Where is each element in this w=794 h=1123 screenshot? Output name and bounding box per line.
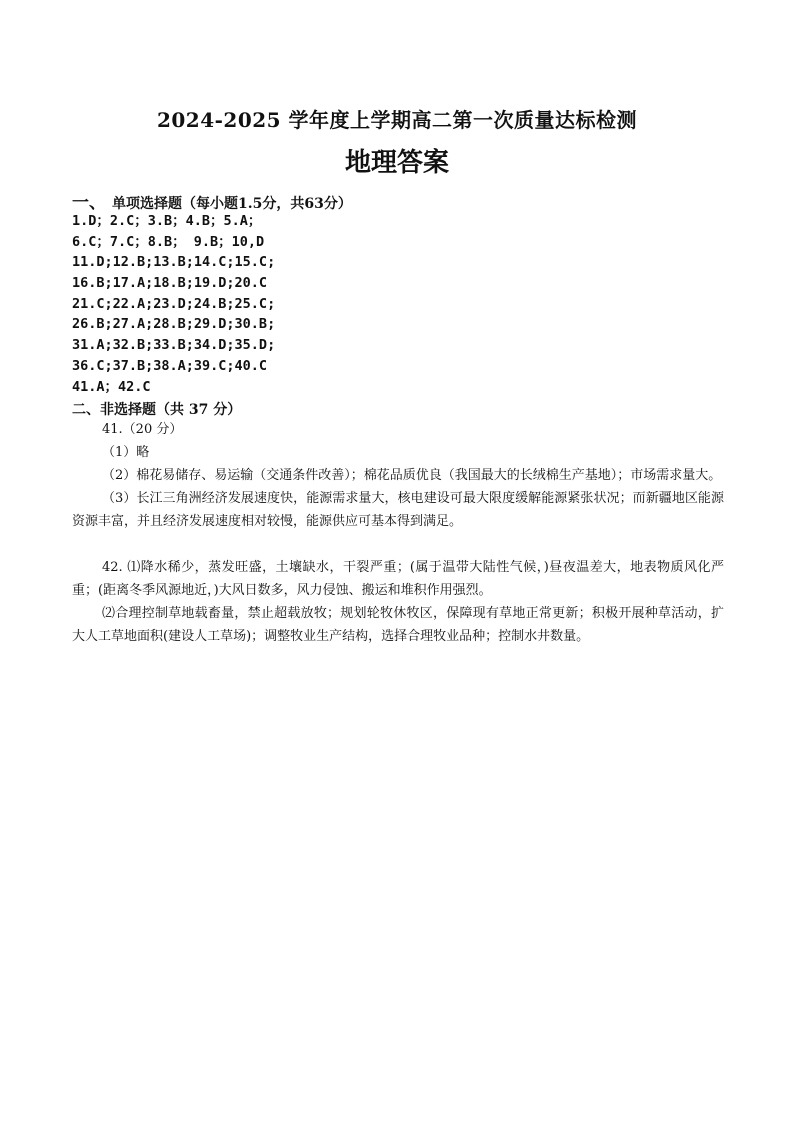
q41-label: 41.（20 分） bbox=[102, 422, 183, 437]
question-41-answer bbox=[72, 418, 724, 533]
answer-line: 41.A；42.C bbox=[72, 378, 151, 395]
q41-part-1: （1）略 bbox=[102, 445, 150, 460]
page-subtitle: 地理答案 bbox=[344, 148, 449, 178]
answer-line: 16.B;17.A;18.B;19.D;20.C bbox=[72, 275, 268, 292]
section-1-title: 单项选择题（每小题1.5分，共63分） bbox=[112, 196, 352, 212]
answer-line: 31.A;32.B;33.B;34.D;35.D; bbox=[72, 337, 276, 354]
page-title: 2024-2025 学年度上学期高二第一次质量达标检测 bbox=[156, 108, 638, 132]
q42-part-1: 42. ⑴降水稀少，蒸发旺盛，土壤缺水，干裂严重；(属于温带大陆性气候，)昼夜温差大，地表物质风化严重；(距离冬季风源地近，)大风日数多，风力侵蚀、搬运和堆积作用强烈。 bbox=[72, 560, 724, 598]
answer-line: 6.C；7.C；8.B； 9.B；10,D bbox=[72, 233, 265, 250]
answer-line: 36.C;37.B;38.A;39.C;40.C bbox=[72, 357, 268, 374]
answer-line: 21.C;22.A;23.D;24.B;25.C; bbox=[72, 295, 276, 312]
question-42-answer bbox=[72, 556, 724, 648]
answer-line: 1.D；2.C；3.B；4.B；5.A； bbox=[72, 213, 262, 229]
section-2-heading: 二、非选择题（共 37 分） bbox=[72, 402, 242, 418]
q41-part-2: （2）棉花易储存、易运输（交通条件改善）；棉花品质优良（我国最大的长绒棉生产基地）；市场需求量大。 bbox=[102, 468, 722, 483]
q41-part-3: （3）长江三角洲经济发展速度快，能源需求量大，核电建设可最大限度缓解能源紧张状况；而新疆地区能源资源丰富，并且经济发展速度相对较慢，能源供应可基本得到满足。 bbox=[72, 491, 724, 529]
choice-answers-list bbox=[72, 211, 275, 397]
section-1-number: 一、 bbox=[72, 193, 106, 213]
q42-part-2: ⑵合理控制草地载畜量，禁止超载放牧；规划轮牧休牧区，保障现有草地正常更新；积极开展种草活动，扩大人工草地面积(建设人工草场)；调整牧业生产结构，选择合理牧业品种；控制水井数量。 bbox=[72, 606, 724, 644]
answer-line: 11.D;12.B;13.B;14.C;15.C; bbox=[72, 254, 276, 271]
answer-line: 26.B;27.A;28.B;29.D;30.B; bbox=[72, 316, 276, 333]
section-1-heading bbox=[72, 188, 352, 213]
